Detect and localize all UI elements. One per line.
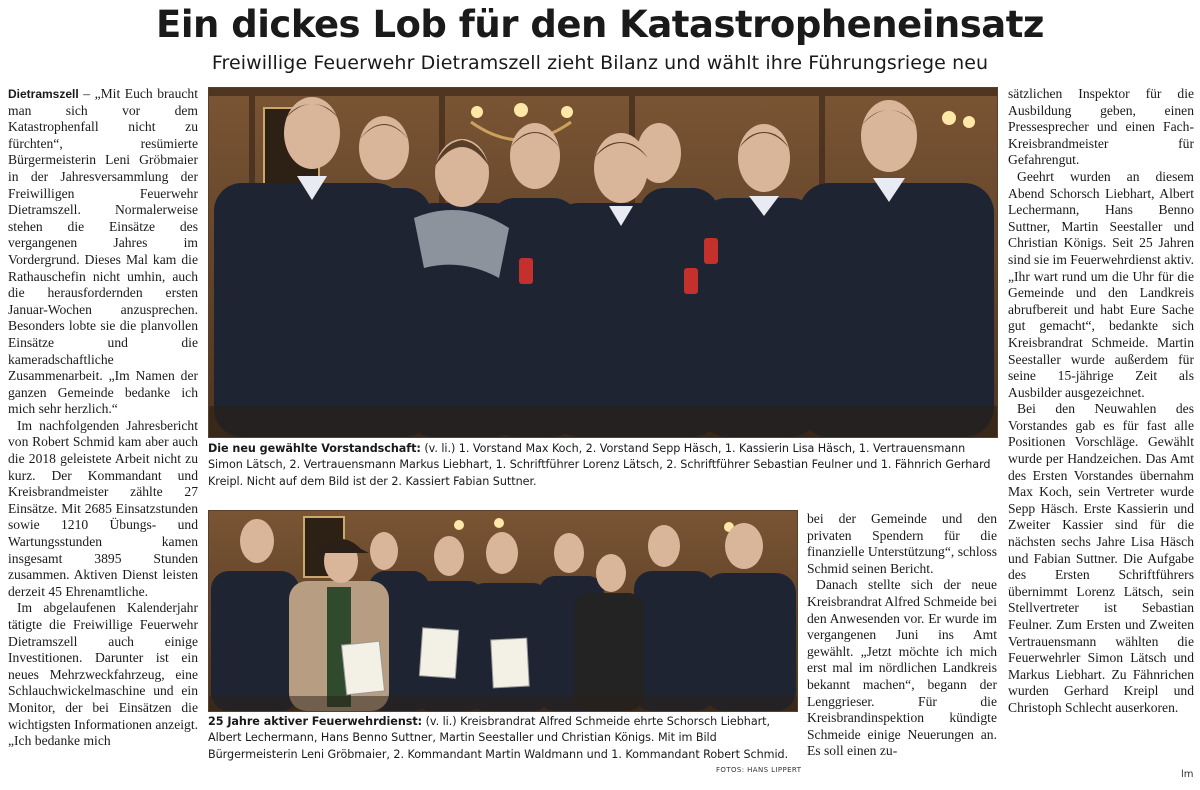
photo-credit: FOTOS: HANS LIPPERT [716,766,802,774]
caption-text: (v. li.) Kreisbrandrat Alfred Schmeide ehrte Schorsch Liebhart, Albert Lechermann, Hans Benno Suttner, Martin Seestaller und Christian Königs. Mit im Bild Bürgermeisterin Leni Gröbmaier, 2. Kommandant Martin Waldmann und 1. Kommandant Robert Schmid. [208,715,789,761]
article-paragraph: bei der Gemeinde und den privaten Spendern für die finanzielle Unterstützung“, schloss Schmid seinen Bericht. [807,511,997,576]
caption-lead: Die neu gewählte Vorstandschaft: [208,442,421,455]
article-paragraph: Bei den Neuwahlen des Vorstandes gab es für fast alle Positionen Vorschläge. Gewählt wurde per Handzeichen. Das Amt des Ersten Vorstandes übernahm Max Koch, sein Vertreter wurde Sepp Häsch. Erste Kassierin und Zweiter Kassier sind für die nächsten sechs Jahre Lisa Häsch und Fabian Suttner. Die Aufgabe des Ersten Schriftführers übernimmt Lorenz Lätsch, sein Stellvertreter ist Sebastian Feulner. Zum Ersten und Zweiten Vertrauensmann wählten die Feuerwehrler Simon Lätsch und Markus Liebhart. Zu Fähnrichen wurden Gerhard Kreipl und Christoph Schlecht auserkoren. [1008,401,1194,715]
photo-caption-honorees [208,714,798,763]
subheadline: Freiwillige Feuerwehr Dietramszell zieht Bilanz und wählt ihre Führungsriege neu [211,52,989,74]
author-initials: lm [1181,769,1194,780]
dateline: Dietramszell [8,87,79,101]
caption-lead: 25 Jahre aktiver Feuerwehrdienst: [208,715,423,728]
honorees-photo [208,510,798,712]
group-photo-board-image [209,88,997,437]
article-paragraph: sätzlichen Inspektor für die Ausbildung geben, einen Pressesprecher und einen Fach-Kreisbrandmeister für Gefahrengut. [1008,86,1194,168]
caption-text: (v. li.) 1. Vorstand Max Koch, 2. Vorstand Sepp Häsch, 1. Kassierin Lisa Häsch, 1. Vertrauensmann Simon Lätsch, 2. Vertrauensmann Markus Liebhart, 1. Schriftführer Lorenz Lätsch, 2. Schriftführer Sebastian Feulner und 1. Fähnrich Gerhard Kreipl. Nicht auf dem Bild ist der 2. Kassiert Fabian Suttner. [208,442,991,488]
article-paragraph: Im abgelaufenen Kalenderjahr tätigte die Freiwillige Feuerwehr Dietramszell auch einige Investitionen. Darunter ist ein neues Mehrzweckfahrzeug, eine Schlauchwickelmaschine und ein Monitor, der bei Einsätzen die wichtigsten Informationen anzeigt. „Ich bedanke mich [8,600,198,749]
group-photo-board [208,87,998,438]
article-paragraph: Danach stellte sich der neue Kreisbrandrat Alfred Schmeide bei den Anwesenden vor. Er wurde im vergangenen Juni ins Amt gewählt. „Jetzt möchte ich mich erst mal im nördlichen Landkreis bekannt machen“, begann der Lenggrieser. Für die Kreisbrandinspektion kündigte Schmeide einige Neuerungen an. Es soll einen zu- [807,577,997,759]
photo-caption-board [208,441,998,490]
article-column-5 [1008,86,1194,786]
honorees-photo-image [209,511,797,711]
article-column-4 [807,511,997,786]
article-paragraph: Im nachfolgenden Jahresbericht von Robert Schmid kam aber auch die 2018 geleistete Arbeit nicht zu kurz. Der Kommandant und Kreisbrandmeister zählte 27 Einsätze. Mit 2685 Einsatzstunden sowie 1210 Übungs- und Wartungsstunden kamen insgesamt 3895 Stunden zusammen. Aktiven Dienst leisten derzeit 45 Ehrenamtliche. [8,417,198,599]
article-paragraph: Geehrt wurden an diesem Abend Schorsch Liebhart, Albert Lechermann, Hans Benno Suttner, Martin Seestaller und Christian Königs. Seit 25 Jahren sind sie im Feuerwehrdienst aktiv. „Ihr wart rund um die Uhr für die Gemeinde und den Landkreis abrufbereit und habt Eure Sache gut gemacht“, bedankte sich Kreisbrandrat Schmeide. Martin Seestaller wurde außerdem für seine 15-jährige Zeit als Ausbilder ausgezeichnet. [1008,168,1194,400]
article-paragraph: Dietramszell – „Mit Euch braucht man sich vor dem Katastrophenfall nicht zu fürchten“, resümierte Bürgermeisterin Leni Gröbmaier in der Jahresversammlung der Freiwilligen Feuerwehr Dietramszell. Normalerweise stehen die Einsätze des vergangenen Jahres im Vordergrund. Dieses Mal kam die Rathauschefin nicht umhin, auch die herausfordernden ersten Januar-Wochen anzusprechen. Besonders lobte sie die planvollen Einsätze und die kameradschaftliche Zusammenarbeit. „Im Namen der ganzen Gemeinde bedanke ich mich sehr herzlich.“ [8,86,198,417]
article-column-1 [8,86,198,786]
headline: Ein dickes Lob für den Katastropheneinsatz [156,3,1044,46]
